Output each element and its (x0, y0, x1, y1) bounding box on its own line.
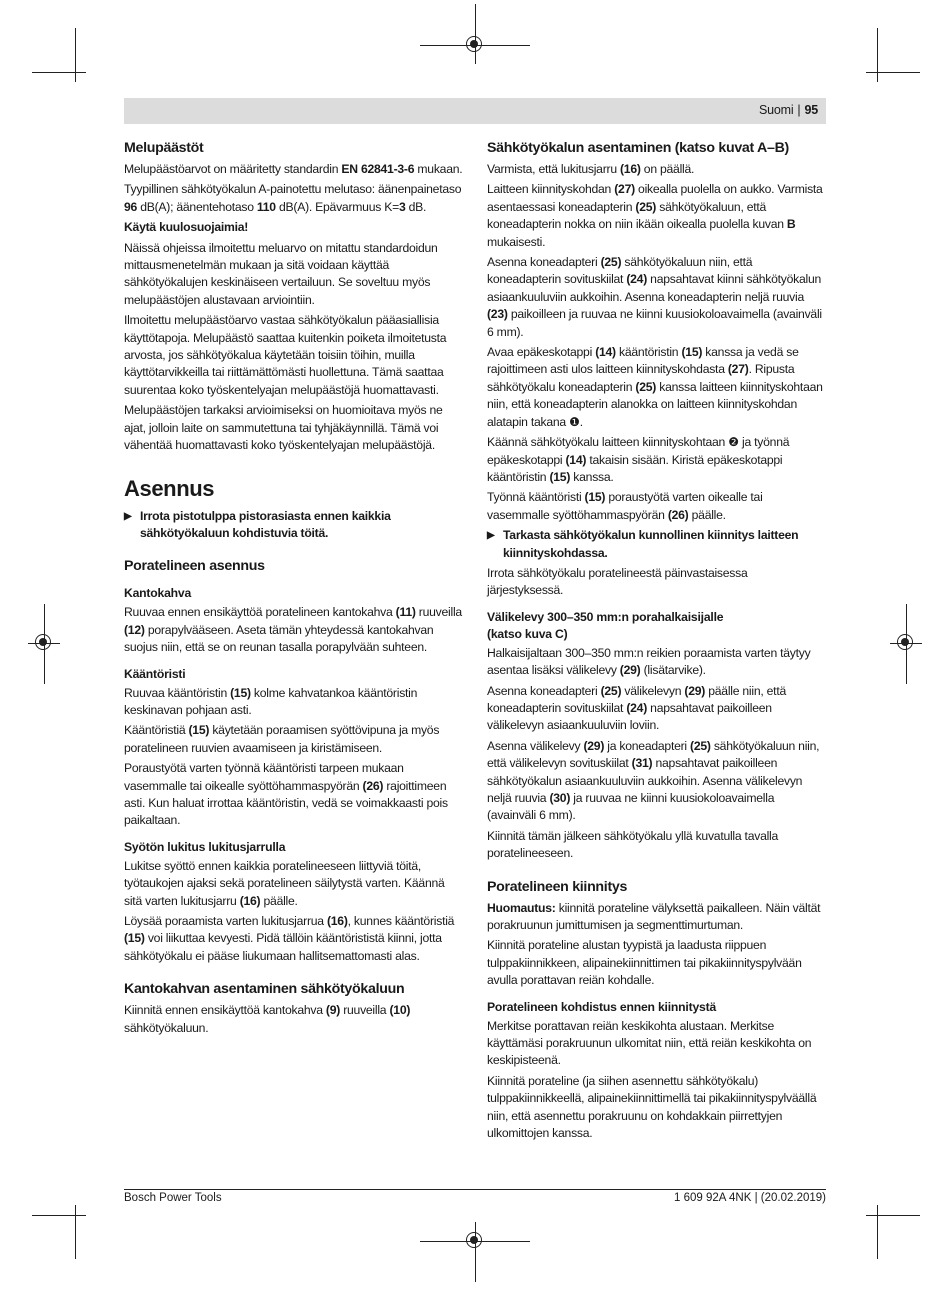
text: Kiinnitä ennen ensikäyttöä kantokahva (124, 1003, 326, 1018)
right-column (487, 139, 826, 1146)
footer-doc-number: 1 609 92A 4NK | (20.02.2019) (674, 1192, 826, 1204)
value: 3 (398, 199, 406, 214)
spacer-paragraph (487, 738, 826, 825)
text: Asenna koneadapteri (487, 255, 601, 270)
header-text (759, 103, 818, 117)
page-header (124, 98, 826, 124)
value: 96 (124, 199, 138, 214)
text: Ruuvaa ennen ensikäyttöä poratelineen kantokahva (124, 605, 396, 620)
text: napsahtavat paikoilleen sähkötyökalun asiaankuuluviin aukkoihin. Asenna välikelevyn neljä ruuvia (487, 756, 803, 805)
mount-warning (487, 527, 826, 562)
noise-paragraph: Ilmoitettu melupäästöarvo vastaa sähkötyökalun pääasiallisia käyttötapoja. Melupäästö saattaa kuitenkin poiketa ilmoitetusta arvosta, jos sähkötyökalua käytetään toisiin töihin, muilla käyttötarvikkeilla tai riittämättömästi huollettuna. Tämä saattaa suurentaa koko työskentelyajan melupäästöjä huomattavasti. (124, 313, 447, 397)
noise-paragraph: Näissä ohjeissa ilmoitettu meluarvo on mitattu standardoidun mittausmenetelmän mukaan ja sitä voidaan käyttää sähkötyökalujen keskinäiseen vertailuun. Se soveltuu myös melupäästöjen alustavaan arviointiin. (124, 240, 438, 307)
fixing-paragraph: Kiinnitä porateline alustan tyypistä ja laadusta riippuen tulppakiinnikkeen, alipainekiinnittimen tai pikakiinnityspylvään avulla porattavan reiän kohdalle. (487, 938, 802, 988)
noise-paragraph (124, 181, 463, 216)
step-two-icon: ❷ (728, 435, 739, 450)
part-number: (26) (667, 507, 689, 522)
text: Käännä sähkötyökalu laitteen kiinnityskohtaan (487, 435, 729, 450)
left-column (124, 139, 463, 1040)
feed-lock-heading: Syötön lukitus lukitusjarrulla (124, 839, 286, 854)
text: Asenna välikelevy (487, 738, 584, 753)
part-number: (14) (565, 452, 587, 467)
mount-paragraph (487, 434, 826, 486)
text: paikoilleen ja ruuvaa ne kiinni kuusiokoloavaimella (avainväli 6 mm). (487, 307, 822, 339)
text: päälle niin, että koneadapterin sovituskiilat (487, 683, 786, 715)
text: Avaa epäkeskotappi (487, 345, 596, 360)
part-number: (24) (626, 700, 648, 715)
mount-paragraph (487, 489, 826, 524)
text: kanssa ja vedä se rajoittimeen asti ulos laitteen kiinnityskohdasta (487, 345, 799, 377)
part-number: (15) (681, 345, 703, 360)
part-number: (14) (595, 345, 616, 360)
warning-arrow-icon: ▶ (487, 530, 495, 542)
registration-line (475, 1222, 476, 1282)
text: kanssa. (570, 469, 614, 484)
text: (lisätarvike). (640, 663, 706, 678)
warning-arrow-icon: ▶ (124, 510, 132, 522)
text: mukaan. (414, 162, 463, 176)
text: Varmista, että lukitusjarru (487, 162, 620, 176)
registration-mark-bottom (466, 1232, 482, 1248)
crop-mark (866, 1215, 920, 1216)
text: Löysää poraamista varten lukitusjarrua (124, 914, 327, 928)
text: ja työnnä epäkeskotappi (487, 435, 790, 467)
part-number: (10) (389, 1003, 411, 1018)
part-number: (27) (727, 362, 749, 377)
part-number: (27) (614, 182, 635, 197)
step-one-icon: ❶ (569, 414, 580, 429)
part-number: (16) (239, 893, 261, 908)
text: , kunnes kääntöristiä (347, 914, 455, 928)
mount-paragraph: Irrota sähkötyökalu poratelineestä päinvastaisessa järjestyksessä. (487, 565, 748, 598)
crop-mark (877, 1205, 878, 1259)
footer-brand: Bosch Power Tools (124, 1192, 222, 1204)
crank-paragraph (124, 722, 463, 757)
header-separator: | (797, 103, 801, 117)
text: voi liikuttaa kevyesti. Pidä tällöin kääntörististä kiinni, jotta sähkötyökalu ei pääse liukumaan hallitsemattomasti alas. (124, 931, 442, 963)
noise-paragraph: Melupäästöjen tarkaksi arvioimiseksi on huomioitava myös ne ajat, jolloin laite on sammutettuna tai tyhjäkäynnillä. Tämä voi vähentää huomattavasti koko työskentelyajan melupäästöjä. (124, 403, 443, 453)
text: . (579, 414, 583, 429)
assembly-heading: Asennus (124, 475, 215, 501)
alignment-paragraph: Merkitse porattavan reiän keskikohta alustaan. Merkitse käyttämäsi porakruunun ulkomitat niin, että reiän keskikohta on keskipisteenä. (487, 1018, 812, 1068)
text: mukaisesti. (487, 234, 546, 249)
text: ruuveilla (340, 1003, 390, 1018)
text: kanssa laitteen kiinnityskohtaan niin, että koneadapterin alanokka on laitteen kiinnityskohdan alatapin takana (487, 379, 823, 429)
mount-paragraph (487, 344, 826, 431)
part-number: (25) (690, 738, 711, 753)
carry-handle-paragraph (124, 1002, 463, 1037)
part-number: (15) (188, 723, 210, 738)
feed-lock-paragraph (124, 913, 463, 965)
part-number: (29) (684, 683, 706, 698)
part-number: (24) (626, 272, 648, 287)
section-name: Suomi (758, 103, 794, 117)
text: käytetään poraamisen syöttövipuna ja myös poratelineen ruuvien avaamiseen ja kiristämiseen. (124, 723, 440, 755)
registration-mark-top (466, 36, 482, 52)
mount-heading: Sähkötyökalun asentaminen (katso kuvat A–B) (487, 140, 789, 156)
text: Halkaisijaltaan 300–350 mm:n reikien poraamista varten täytyy asentaa lisäksi välikelevy (487, 645, 811, 678)
heading-line: (katso kuva C) (487, 626, 568, 641)
text: sähkötyökaluun niin, että välikelevyn sovituskiilat (487, 738, 820, 771)
footer-rule (124, 1189, 826, 1190)
mount-paragraph (487, 161, 826, 178)
hearing-protection-note: Käytä kuulosuojaimia! (124, 220, 249, 235)
text: sähkötyökaluun niin, että koneadapterin sovituskiilat (487, 255, 753, 287)
part-number: (12) (124, 622, 145, 637)
text: Laitteen kiinnityskohdan (487, 182, 615, 197)
part-number: (31) (631, 756, 653, 771)
part-number: (25) (600, 683, 622, 698)
text: porapylvääseen. Aseta tämän yhteydessä kantokahvan suojus niin, että se on reunan tasalla porapylvään suhteen. (124, 622, 434, 655)
mount-paragraph (487, 181, 826, 251)
assembly-warning (124, 508, 463, 543)
text: Melupäästöarvot on määritetty standardin (124, 162, 342, 176)
value: 110 (256, 199, 276, 214)
text: päälle. (260, 893, 298, 908)
registration-mark-right (897, 634, 913, 650)
crop-mark (32, 1215, 86, 1216)
part-number: (15) (124, 931, 145, 946)
part-number: (15) (584, 490, 606, 505)
registration-line (475, 4, 476, 64)
alignment-paragraph: Kiinnitä porateline (ja siihen asennettu sähkötyökalu) tulppakiinnikkeellä, alipainekiinnittimellä tai pikakiinnityspylväällä niin, että asennettu porakruunu on kohdakkain piirrettyjen ulkomittojen kanssa. (487, 1073, 817, 1141)
text: ruuveilla (415, 605, 462, 620)
warning-text: Irrota pistotulppa pistorasiasta ennen kaikkia sähkötyökaluun kohdistuvia töitä. (140, 508, 391, 540)
text: päälle. (688, 507, 726, 522)
part-number: (30) (549, 791, 571, 805)
text: Lukitse syöttö ennen kaikkia poratelineeseen liittyviä töitä, työtaukojen ajaksi sekä poratelineen säilytystä varten. Käännä sitä varten lukitusjarru (124, 858, 445, 908)
heading-line: Välikelevy 300–350 mm:n porahalkaisijalle (487, 609, 724, 624)
part-number: (11) (395, 605, 416, 620)
handle-paragraph (124, 604, 463, 656)
text: napsahtavat paikoilleen välikelevyn asiaankuuluviin loviin. (487, 700, 772, 733)
note-label: Huomautus: (487, 900, 556, 915)
text: Poraustyötä varten työnnä kääntöristi tarpeen mukaan vasemmalle tai oikealle syöttöhammaspyörän (124, 761, 404, 793)
noise-paragraph (124, 161, 463, 178)
crop-mark (75, 1205, 76, 1259)
part-number: (29) (583, 738, 605, 753)
warning-text: Tarkasta sähkötyökalun kunnollinen kiinnitys laitteen kiinnityskohdassa. (503, 528, 799, 560)
part-number: (16) (619, 162, 641, 176)
alignment-heading: Poratelineen kohdistus ennen kiinnitystä (487, 999, 717, 1014)
crop-mark (32, 72, 86, 73)
mount-paragraph (487, 254, 826, 341)
part-number: (23) (487, 307, 508, 322)
spacer-paragraph (487, 645, 826, 680)
text: dB(A). Epävarmuus K= (275, 199, 399, 214)
text: kiinnitä porateline välyksettä paikalleen. Näin vältät porakruunun jumittumisen ja segmenttimurtuman. (487, 900, 821, 933)
text: Työnnä kääntöristi (487, 490, 585, 505)
part-number: (25) (600, 255, 622, 270)
page-number: 95 (804, 103, 818, 117)
text: dB(A); äänentehotaso (137, 199, 257, 214)
crop-mark (877, 28, 878, 82)
text: on päällä. (640, 162, 695, 176)
text: Tyypillinen sähkötyökalun A-painotettu melutaso: äänenpainetaso (124, 182, 462, 197)
crank-paragraph (124, 685, 463, 720)
part-number: (15) (230, 685, 251, 700)
carry-handle-heading: Kantokahvan asentaminen sähkötyökaluun (124, 981, 405, 998)
fixing-paragraph (487, 900, 826, 935)
crop-mark (866, 72, 920, 73)
stand-assembly-heading: Poratelineen asennus (124, 558, 265, 575)
text: sähkötyökaluun. (124, 1020, 209, 1035)
standard-ref: EN 62841-3-6 (341, 162, 415, 176)
text: . Ripusta sähkötyökalu koneadapterin (487, 362, 795, 394)
part-number: (16) (326, 914, 348, 928)
text: ja ruuvaa ne kiinni kuusiokoloavaimella (avainväli 6 mm). (487, 791, 775, 823)
part-number: (15) (549, 469, 571, 484)
text: välikelevyn (621, 683, 685, 698)
handle-heading: Kantokahva (124, 586, 192, 601)
text: Asenna koneadapteri (487, 683, 601, 698)
text: oikealla puolella on aukko. Varmista asentaessasi koneadapterin (487, 182, 823, 214)
crop-mark (75, 28, 76, 82)
part-number: (25) (635, 199, 657, 214)
text: kääntöristin (615, 345, 682, 360)
figure-ref: B (786, 217, 796, 232)
part-number: (25) (635, 379, 657, 394)
crank-heading: Kääntöristi (124, 666, 186, 681)
text: poraustyötä varten oikealle tai vasemmalle syöttöhammaspyörän (487, 490, 763, 522)
text: takaisin sisään. Kiristä epäkeskotappi kääntöristin (487, 452, 783, 484)
part-number: (26) (362, 778, 384, 793)
spacer-plate-heading (487, 609, 826, 643)
part-number: (9) (325, 1003, 341, 1018)
spacer-paragraph: Kiinnitä tämän jälkeen sähkötyökalu yllä kuvatulla tavalla poratelineeseen. (487, 828, 779, 861)
text: kolme kahvatankoa kääntöristin keskinavan pohjaan asti. (124, 685, 418, 717)
part-number: (29) (619, 663, 641, 678)
registration-mark-left (35, 634, 51, 650)
feed-lock-paragraph (124, 858, 463, 910)
stand-fixing-heading: Poratelineen kiinnitys (487, 878, 628, 895)
text: dB. (405, 199, 427, 214)
text: Ruuvaa kääntöristin (124, 685, 231, 700)
spacer-paragraph (487, 683, 826, 735)
text: rajoittimeen asti. Kun haluat irrottaa kääntöristin, vedä se voimakkaasti pois paikaltaan. (124, 778, 448, 828)
crank-paragraph (124, 760, 463, 830)
noise-heading: Melupäästöt (124, 140, 204, 156)
text: sähkötyökaluun, että koneadapterin nokka on niin ikään oikealla puolella kuvan (487, 199, 787, 232)
text: napsahtavat kiinni sähkötyökalun asiaankuuluviin aukkoihin. Asenna koneadapterin neljä ruuvia (487, 272, 822, 304)
text: Kääntöristiä (124, 723, 189, 738)
text: ja koneadapteri (604, 738, 691, 753)
